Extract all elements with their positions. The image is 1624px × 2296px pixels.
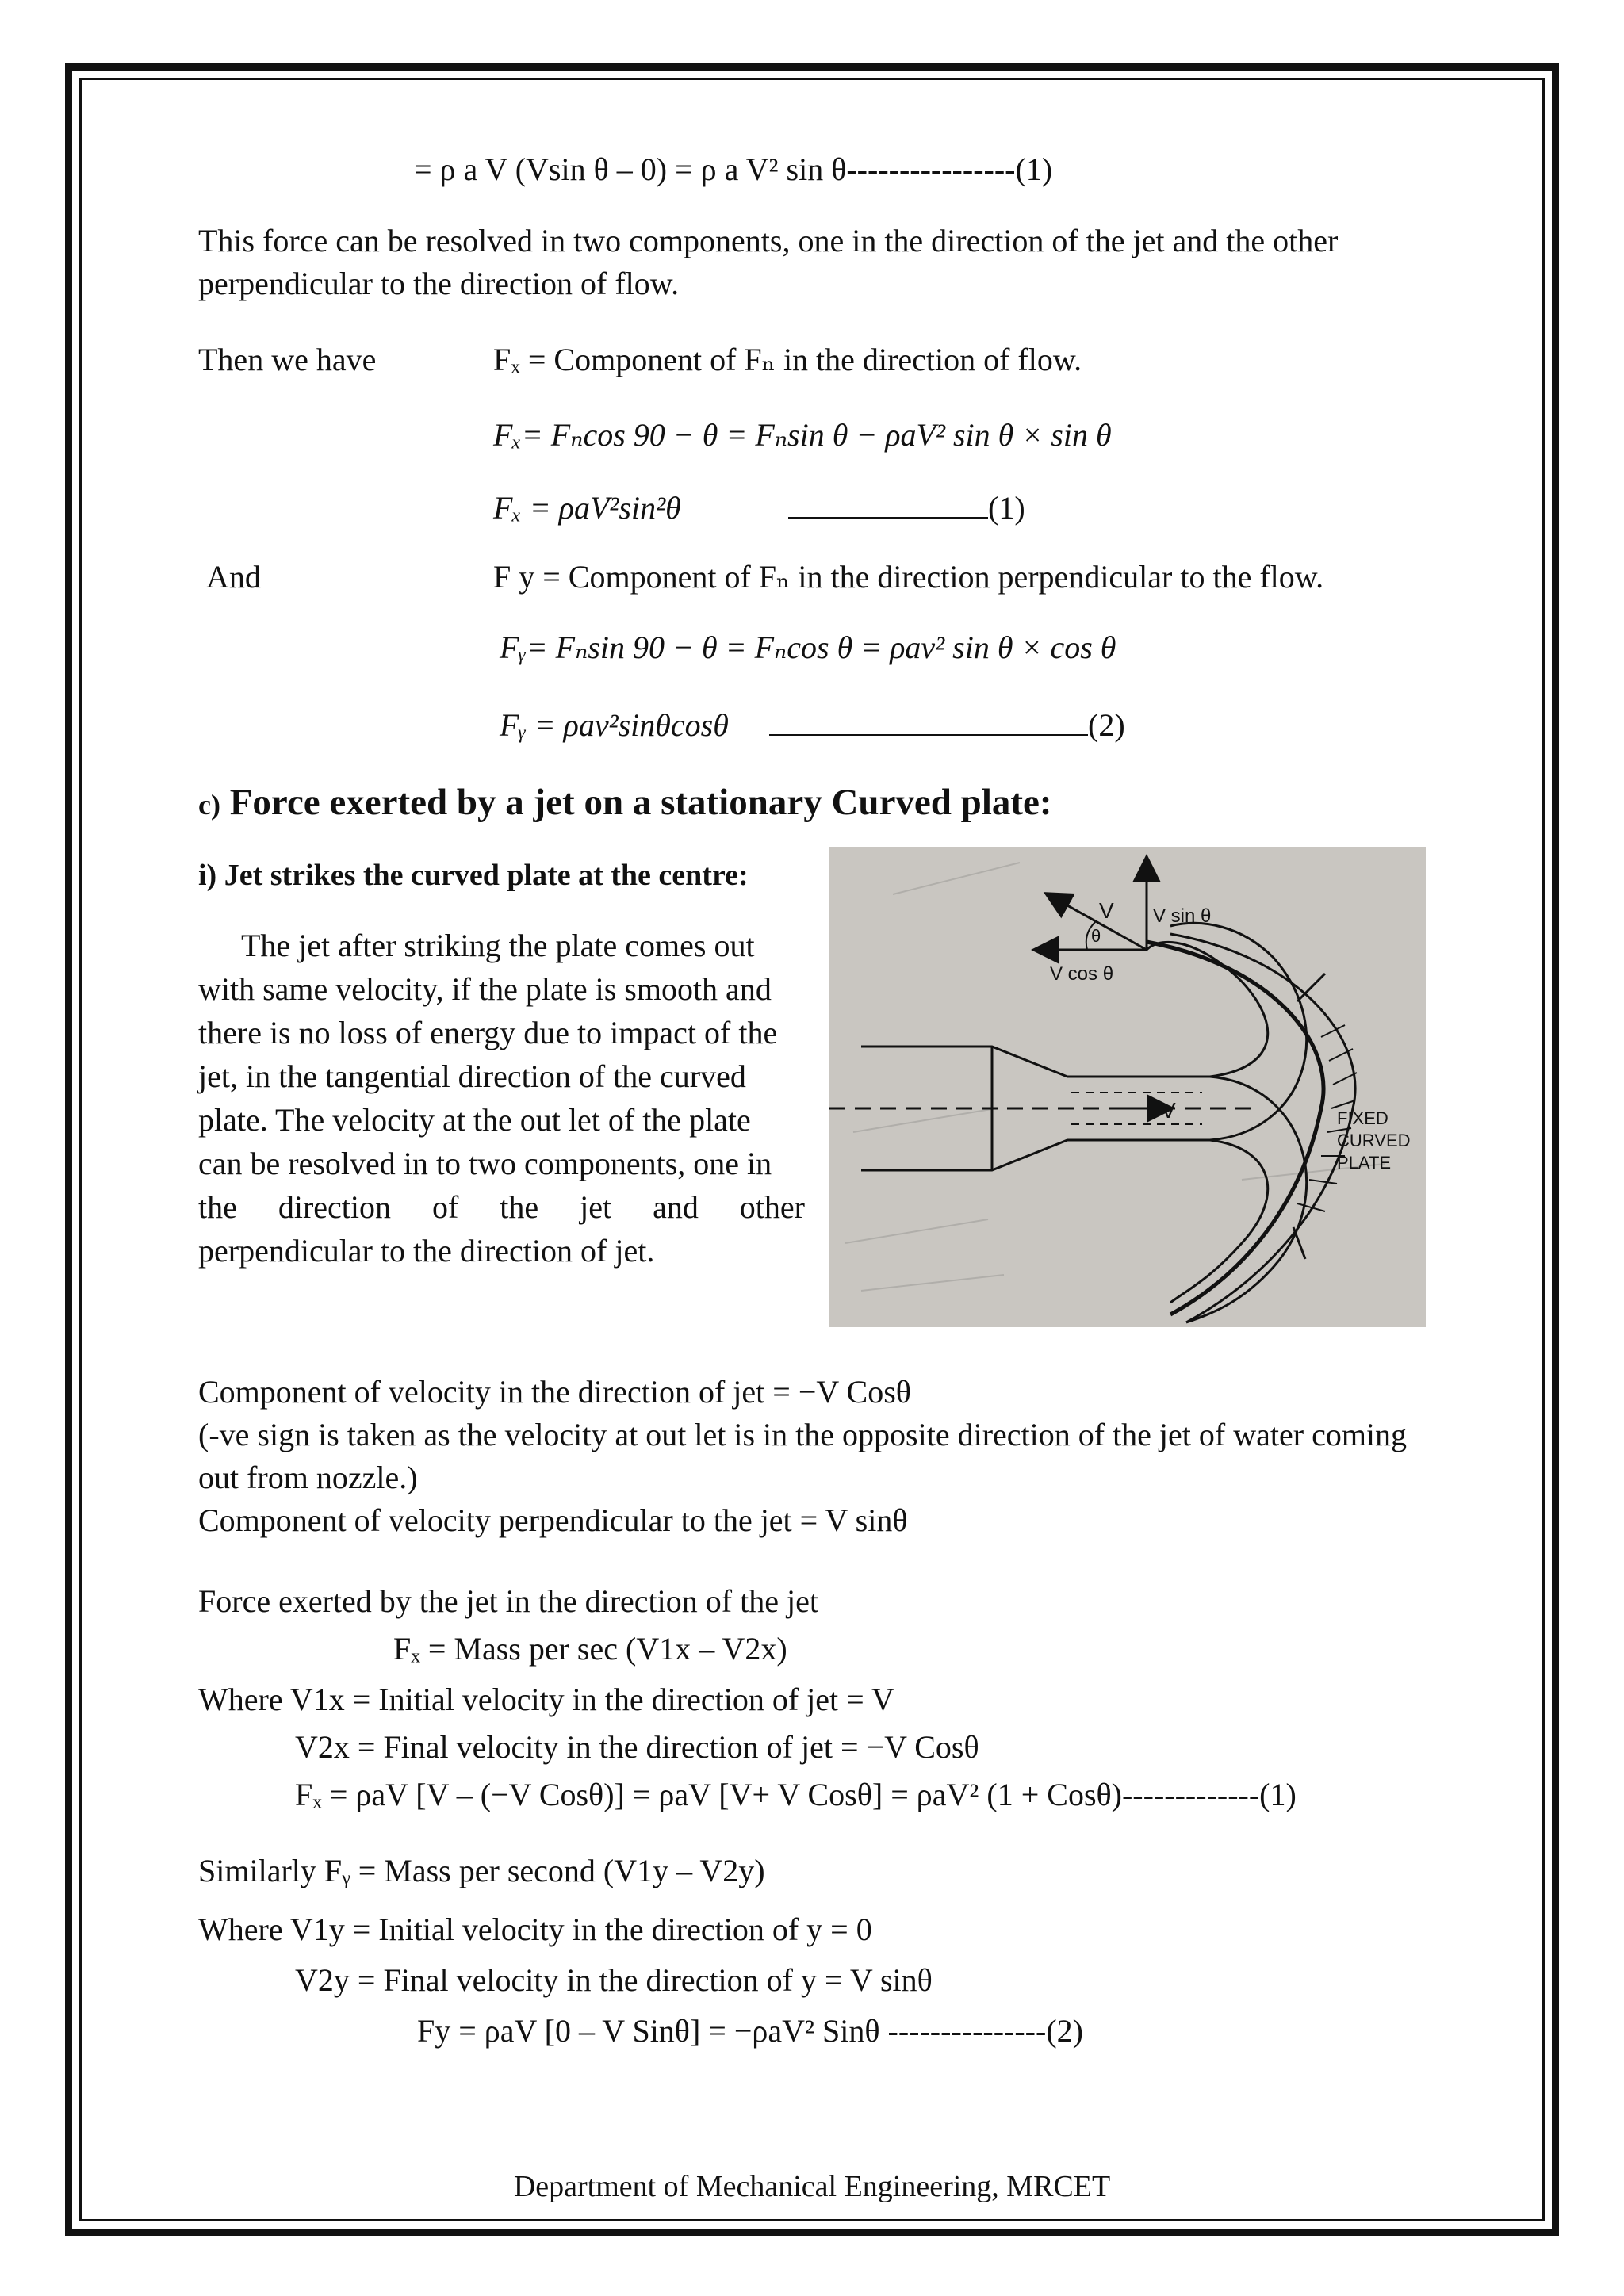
label-plate: PLATE	[1337, 1153, 1392, 1173]
fx-equation-result: Fₓ = ρaV²sin²θ	[493, 490, 681, 526]
fx-definition: Fₓ = Component of Fₙ in the direction of flow.	[493, 342, 1082, 377]
section-heading-c: c) Force exerted by a jet on a stationary Curved plate:	[198, 782, 1052, 823]
fx-equation-blank	[788, 493, 988, 519]
para-line-8: perpendicular to the direction of jet.	[198, 1233, 655, 1269]
description-paragraph	[198, 924, 805, 1272]
fx-equation-number: (1)	[788, 488, 1025, 529]
similarly-fy: Similarly Fᵧ = Mass per second (V1y – V2y)	[198, 1853, 765, 1888]
where-v1y: Where V1y = Initial velocity in the direction of y = 0	[198, 1911, 872, 1947]
v2x-definition: V2x = Final velocity in the direction of jet = −V Cosθ	[295, 1729, 979, 1765]
and-label: And	[206, 559, 261, 595]
para-line-4: jet, in the tangential direction of the curved	[198, 1058, 746, 1094]
fy-equation-expanded: Fᵧ= Fₙsin 90 − θ = Fₙcos θ = ρav² sin θ × cos θ	[500, 629, 1116, 665]
curved-plate-figure	[829, 847, 1426, 1327]
curved-plate-diagram	[829, 847, 1426, 1327]
force-direction-jet: Force exerted by the jet in the direction of the jet	[198, 1583, 818, 1619]
fy-equation-blank	[769, 710, 1088, 736]
component-direction-jet: Component of velocity in the direction of jet = −V Cosθ	[198, 1374, 911, 1410]
page-footer: Department of Mechanical Engineering, MRCET	[513, 2170, 1111, 2203]
label-v: V	[1099, 898, 1114, 923]
negative-sign-note-1: (-ve sign is taken as the velocity at out let is in the opposite direction of the jet of water coming	[198, 1417, 1408, 1452]
then-we-have-label: Then we have	[198, 342, 377, 377]
intro-text-line-1: This force can be resolved in two components, one in the direction of the jet and the other	[198, 223, 1339, 258]
component-perpendicular: Component of velocity perpendicular to the jet = V sinθ	[198, 1502, 908, 1538]
label-jet-v: V	[1161, 1098, 1176, 1123]
negative-sign-note-2: out from nozzle.)	[198, 1460, 418, 1495]
where-v1x: Where V1x = Initial velocity in the direction of jet = V	[198, 1682, 894, 1717]
fy-equation-number: (2)	[769, 705, 1125, 746]
label-theta: θ	[1091, 926, 1101, 946]
subheading-jet-centre: i) Jet strikes the curved plate at the centre:	[198, 859, 749, 892]
label-v-sin: V sin θ	[1153, 905, 1212, 927]
fy-equation-result: Fᵧ = ρav²sinθcosθ	[500, 707, 729, 743]
intro-text-line-2: perpendicular to the direction of flow.	[198, 266, 680, 301]
para-line-1: The jet after striking the plate comes out	[241, 928, 755, 963]
para-line-7: the direction of the jet and other	[198, 1189, 805, 1225]
para-line-6: can be resolved in to two components, one in	[198, 1146, 772, 1181]
fy-definition: F y = Component of Fₙ in the direction perpendicular to the flow.	[493, 559, 1324, 595]
label-v-cos: V cos θ	[1050, 963, 1114, 985]
fx-equation-expanded: Fₓ= Fₙcos 90 − θ = Fₙsin θ − ρaV² sin θ × sin θ	[493, 417, 1112, 453]
label-curved: CURVED	[1337, 1131, 1411, 1150]
para-line-5: plate. The velocity at the out let of the plate	[198, 1102, 751, 1138]
para-line-3: there is no loss of energy due to impact of the	[198, 1015, 778, 1050]
label-fixed: FIXED	[1337, 1108, 1388, 1128]
fx-mass-equation: Fₓ = Mass per sec (V1x – V2x)	[393, 1631, 787, 1667]
v2y-definition: V2y = Final velocity in the direction of y = V sinθ	[295, 1962, 933, 1998]
para-line-2: with same velocity, if the plate is smooth and	[198, 971, 772, 1007]
equation-force-normal: = ρ a V (Vsin θ – 0) = ρ a V² sin θ----------------(1)	[414, 151, 1053, 187]
fx-final-equation: Fₓ = ρaV [V – (−V Cosθ)] = ρaV [V+ V Cosθ] = ρaV² (1 + Cosθ)-------------(1)	[295, 1777, 1297, 1812]
fy-final-equation: Fy = ρaV [0 – V Sinθ] = −ρaV² Sinθ ---------------(2)	[417, 2013, 1083, 2049]
